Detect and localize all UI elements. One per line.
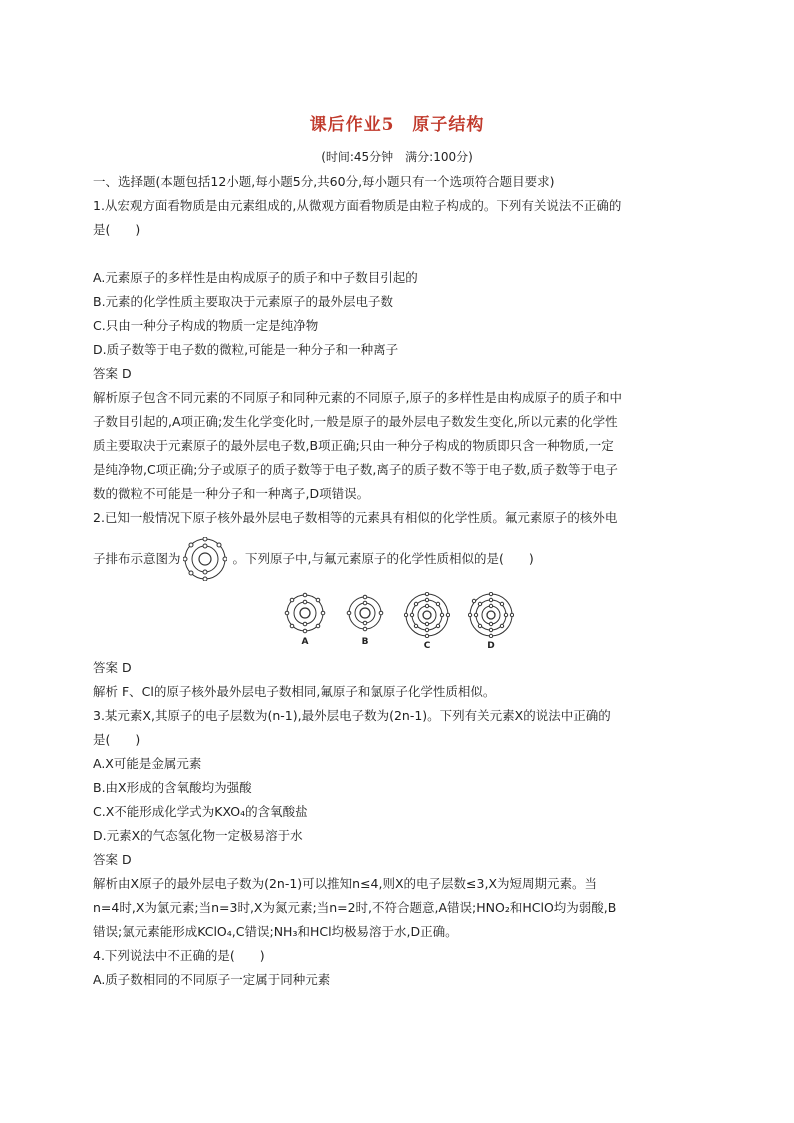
- q1-explanation-1: 解析原子包含不同元素的不同原子和同种元素的不同原子,原子的多样性是由构成原子的质子和中: [93, 390, 622, 405]
- atom-diagram-c: [404, 592, 450, 638]
- page-subtitle: (时间:45分钟 满分:100分): [321, 150, 473, 164]
- q3-option-a: A.X可能是金属元素: [93, 756, 202, 771]
- atom-diagram-d: [468, 592, 514, 638]
- atom-diagram-a: [284, 592, 326, 634]
- page-title: 课后作业5 原子结构: [309, 115, 485, 135]
- q1-explanation-3: 质主要取决于元素原子的最外层电子数,B项正确;只由一种分子构成的物质即只含一种物质,一定: [93, 438, 614, 453]
- q1-answer: 答案 D: [93, 366, 132, 381]
- q2-stem-post: 。下列原子中,与氟元素原子的化学性质相似的是( ): [232, 551, 534, 566]
- q2-option-c-figure: [404, 592, 450, 656]
- atom-diagram-b: [344, 592, 386, 634]
- q1-stem-line2: 是( ): [93, 222, 141, 237]
- q4-option-a: A.质子数相同的不同原子一定属于同种元素: [93, 972, 331, 987]
- q2-option-d-figure: [468, 592, 514, 656]
- q1-stem-line1: 1.从宏观方面看物质是由元素组成的,从微观方面看物质是由粒子构成的。下列有关说法不正确的: [93, 198, 622, 213]
- q2-option-b-label: B: [361, 637, 369, 647]
- q2-option-diagrams: [93, 588, 705, 656]
- q2-stem-pre: 子排布示意图为: [93, 551, 181, 566]
- q4-stem: 4.下列说法中不正确的是( ): [93, 948, 265, 963]
- q1-explanation-2: 子数目引起的,A项正确;发生化学变化时,一般是原子的最外层电子数发生变化,所以元素的化学性: [93, 414, 618, 429]
- q1-explanation-4: 是纯净物,C项正确;分子或原子的质子数等于电子数,离子的质子数不等于电子数,质子数等于电子: [93, 462, 618, 477]
- q2-option-d-label: D: [487, 641, 495, 651]
- section-heading: 一、选择题(本题包括12小题,每小题5分,共60分,每小题只有一个选项符合题目要求): [93, 174, 555, 189]
- q2-option-a-label: A: [301, 637, 309, 647]
- q3-stem-line1: 3.某元素X,其原子的电子层数为(n-1),最外层电子数为(2n-1)。下列有关元素X的说法中正确的: [93, 708, 611, 723]
- fluorine-shell-diagram: [183, 537, 227, 581]
- q3-option-b: B.由X形成的含氧酸均为强酸: [93, 780, 252, 795]
- q3-stem-line2: 是( ): [93, 732, 141, 747]
- q3-answer: 答案 D: [93, 852, 132, 867]
- q1-option-d: D.质子数等于电子数的微粒,可能是一种分子和一种离子: [93, 342, 399, 357]
- q1-option-c: C.只由一种分子构成的物质一定是纯净物: [93, 318, 319, 333]
- q2-option-b-figure: [344, 592, 386, 656]
- q1-option-b: B.元素的化学性质主要取决于元素原子的最外层电子数: [93, 294, 394, 309]
- q2-stem-line2: [93, 530, 705, 588]
- q2-stem-line1: 2.已知一般情况下原子核外最外层电子数相等的元素具有相似的化学性质。氟元素原子的核外电: [93, 510, 618, 525]
- q2-option-c-label: C: [423, 641, 431, 651]
- document-body: [93, 170, 705, 992]
- q2-answer: 答案 D: [93, 660, 132, 675]
- q2-option-a-figure: [284, 592, 326, 656]
- q3-explanation-1: 解析由X原子的最外层电子数为(2n-1)可以推知n≤4,则X的电子层数≤3,X为短周期元素。当: [93, 876, 598, 891]
- q3-explanation-2: n=4时,X为氯元素;当n=3时,X为氮元素;当n=2时,不符合题意,A错误;HNO₂和HClO均为弱酸,B: [93, 900, 617, 915]
- q2-explanation: 解析 F、Cl的原子核外最外层电子数相同,氟原子和氯原子化学性质相似。: [93, 684, 496, 699]
- q3-option-c: C.X不能形成化学式为KXO₄的含氧酸盐: [93, 804, 308, 819]
- q1-explanation-5: 数的微粒不可能是一种分子和一种离子,D项错误。: [93, 486, 370, 501]
- q3-option-d: D.元素X的气态氢化物一定极易溶于水: [93, 828, 303, 843]
- q3-explanation-3: 错误;氯元素能形成KClO₄,C错误;NH₃和HCl均极易溶于水,D正确。: [93, 924, 458, 939]
- q1-option-a: A.元素原子的多样性是由构成原子的质子和中子数目引起的: [93, 270, 418, 285]
